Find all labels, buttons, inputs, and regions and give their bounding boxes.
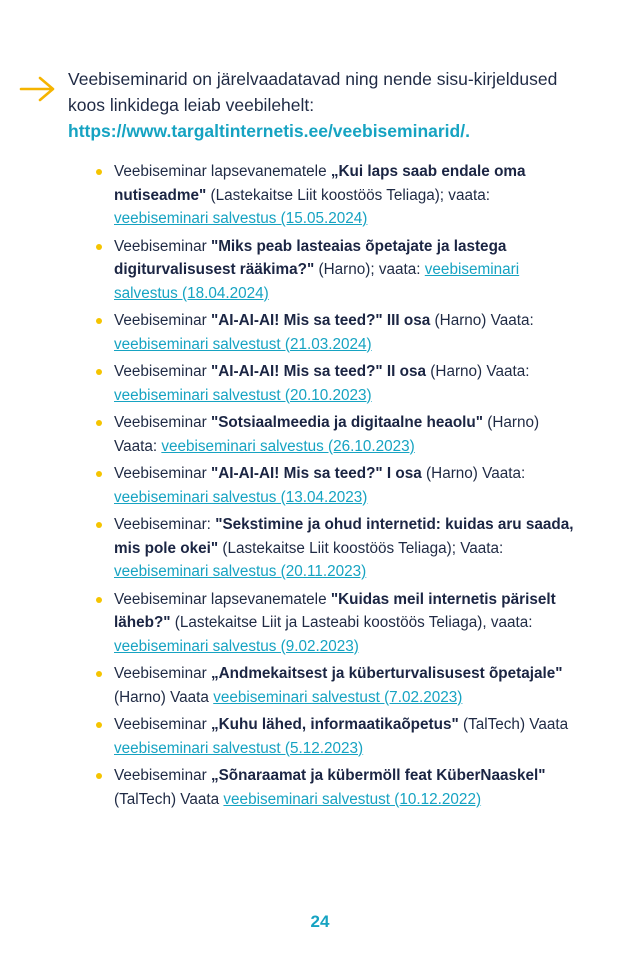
item-title: "Kuidas meil internetis päriselt läheb?" xyxy=(114,590,556,631)
item-prefix: Veebiseminar lapsevanematele xyxy=(114,163,331,180)
bullet-dot xyxy=(96,722,102,728)
item-prefix: Veebiseminar lapsevanematele xyxy=(114,590,331,608)
webinar-list xyxy=(96,160,580,815)
item-title: „Sõnaraamat ja kübermöll feat KüberNaaskel" xyxy=(210,767,546,784)
list-item xyxy=(96,235,580,306)
recording-link[interactable]: veebiseminari salvestus (15.05.2024) xyxy=(114,210,368,227)
item-title: "AI-AI-AI! Mis sa teed?" I osa xyxy=(210,465,422,482)
recording-link[interactable]: veebiseminari salvestus (26.10.2023) xyxy=(161,437,415,455)
bullet-dot xyxy=(96,369,102,375)
list-item xyxy=(96,662,580,709)
page-number: 24 xyxy=(310,912,330,931)
list-item xyxy=(96,462,580,509)
item-prefix: Veebiseminar xyxy=(114,363,211,380)
item-title: "AI-AI-AI! Mis sa teed?" II osa xyxy=(210,363,427,380)
bullet-dot xyxy=(96,318,102,324)
list-item xyxy=(96,764,580,811)
bullet-dot xyxy=(96,169,102,175)
item-prefix: Veebiseminar: xyxy=(114,516,216,533)
intro-paragraph xyxy=(68,66,588,144)
recording-link[interactable]: veebiseminari salvestust (21.03.2024) xyxy=(114,335,372,353)
item-info: (Harno) Vaata: xyxy=(421,465,526,482)
item-info: (TalTech) Vaata xyxy=(114,790,224,808)
item-prefix: Veebiseminar xyxy=(114,465,211,482)
list-item xyxy=(96,713,580,760)
recording-link[interactable]: veebiseminari salvestus (13.04.2023) xyxy=(114,488,368,506)
bullet-dot xyxy=(96,773,102,779)
item-title: „Kui laps saab endale oma nutiseadme" xyxy=(114,163,526,204)
item-title: "AI-AI-AI! Mis sa teed?" III osa xyxy=(210,312,431,329)
item-title: "Miks peab lasteaias õpetajate ja lastega digiturvalisusest rääkima?" xyxy=(114,237,507,278)
item-info: (Harno) Vaata: xyxy=(114,414,540,455)
list-item xyxy=(96,160,580,231)
recording-link[interactable]: veebiseminari salvestus (9.02.2023) xyxy=(114,637,359,655)
list-item xyxy=(96,588,580,659)
recording-link[interactable]: veebiseminari salvestust (20.10.2023) xyxy=(114,386,372,404)
item-title: „Andmekaitsest ja küberturvalisusest õpetajale" xyxy=(210,665,563,682)
item-info: (Harno); vaata: xyxy=(314,261,425,278)
recording-link[interactable]: veebiseminari salvestust (5.12.2023) xyxy=(114,739,364,757)
item-info: (Harno) Vaata: xyxy=(430,312,534,329)
recording-link[interactable]: veebiseminari salvestus (20.11.2023) xyxy=(114,563,367,580)
bullet-dot xyxy=(96,420,102,426)
recording-link[interactable]: veebiseminari salvestust (7.02.2023) xyxy=(213,688,463,706)
item-title: "Sekstimine ja ohud internetid: kuidas aru saada, mis pole okei" xyxy=(114,516,574,557)
list-item xyxy=(96,513,580,584)
item-info: (Lastekaitse Liit koostöös Teliaga); Vaata: xyxy=(218,539,504,557)
bullet-dot xyxy=(96,471,102,477)
item-prefix: Veebiseminar xyxy=(114,312,211,329)
list-item xyxy=(96,360,580,407)
list-item xyxy=(96,309,580,356)
item-title: „Kuhu lähed, informaatikaõpetus" xyxy=(210,716,459,733)
item-prefix: Veebiseminar xyxy=(114,716,211,733)
item-prefix: Veebiseminar xyxy=(114,414,211,431)
bullet-dot xyxy=(96,522,102,528)
item-info: (Lastekaitse Liit koostöös Teliaga); vaata: xyxy=(206,186,490,204)
website-link[interactable]: https://www.targaltinternetis.ee/veebiseminarid/. xyxy=(68,121,470,141)
bullet-dot xyxy=(96,671,102,677)
bullet-dot xyxy=(96,597,102,603)
item-info: (TalTech) Vaata xyxy=(458,716,569,733)
intro-text: Veebiseminarid on järelvaadatavad ning nende sisu-kirjeldused koos linkidega leiab veebilehelt: xyxy=(68,69,558,115)
item-info: (Harno) Vaata: xyxy=(426,363,530,380)
recording-link[interactable]: veebiseminari salvestust (10.12.2022) xyxy=(223,790,482,808)
recording-link[interactable]: veebiseminari salvestus (18.04.2024) xyxy=(114,261,520,302)
item-info: (Harno) Vaata xyxy=(114,688,214,706)
item-prefix: Veebiseminar xyxy=(114,665,211,682)
bullet-dot xyxy=(96,244,102,250)
arrow-right-icon xyxy=(18,74,58,104)
item-info: (Lastekaitse Liit ja Lasteabi koostöös Teliaga), vaata: xyxy=(170,614,533,631)
list-item xyxy=(96,411,580,458)
item-title: "Sotsiaalmeedia ja digitaalne heaolu" xyxy=(210,414,484,431)
item-prefix: Veebiseminar xyxy=(114,237,211,255)
item-prefix: Veebiseminar xyxy=(114,767,211,784)
